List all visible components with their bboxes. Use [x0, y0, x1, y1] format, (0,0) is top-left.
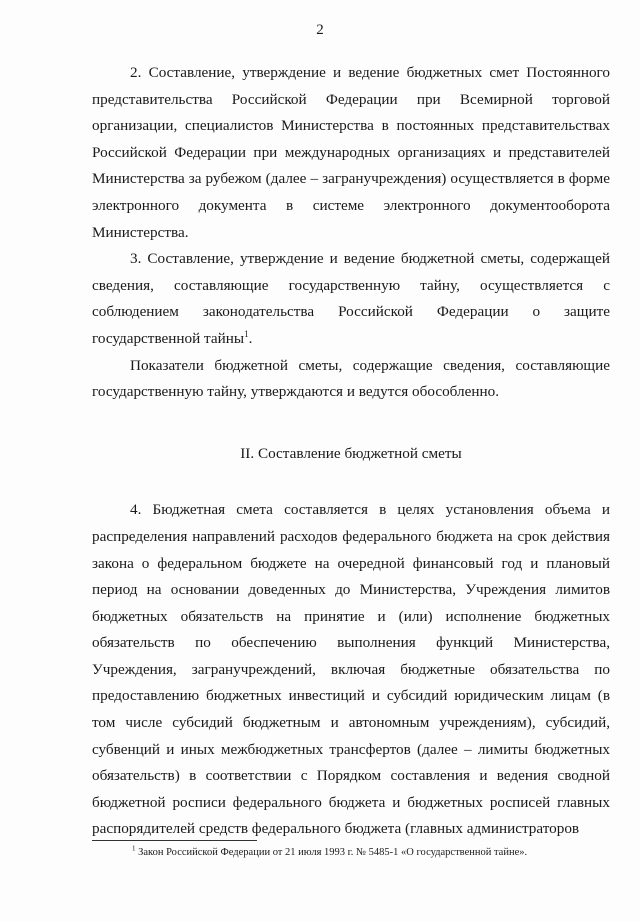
footnote	[132, 846, 612, 860]
footnote-reference: 1	[244, 328, 249, 339]
paragraph-3-continuation: Показатели бюджетной сметы, содержащие сведения, составляющие государственную тайну, утверждаются и ведутся обособленно.	[92, 356, 610, 401]
paragraph-3-end: .	[248, 329, 253, 347]
page-number: 2	[316, 22, 324, 38]
paragraph-3-text: 3. Составление, утверждение и ведение бюджетной сметы, содержащей сведения, составляющие государственную тайну, осуществляется с соблюдением законодательства Российской Федерации о защите государственной тайны	[92, 250, 610, 347]
footnote-text: Закон Российской Федерации от 21 июля 1993 г. № 5485-1 «О государственной тайне».	[135, 847, 528, 858]
footnote-marker: 1	[132, 844, 136, 853]
paragraph-2: 2. Составление, утверждение и ведение бюджетных смет Постоянного представительства Российской Федерации при Всемирной торговой организации, специалистов Министерства в постоянных представительствах Российской Федерации при международных организациях и представителей Министерства за рубежом (далее – загранучреждения) осуществляется в форме электронного документа в системе электронного документооборота Министерства.	[92, 64, 610, 241]
paragraph-4: 4. Бюджетная смета составляется в целях установления объема и распределения направлений расходов федерального бюджета на срок действия закона о федеральном бюджете на очередной финансовый год и плановый период на основании доведенных до Министерства, Учреждения лимитов бюджетных обязательств на принятие и (или) исполнение бюджетных обязательств по обеспечению выполнения функций Министерства, Учреждения, загранучреждений, включая бюджетные обязательства по предоставлению бюджетных инвестиций и субсидий юридическим лицам (в том числе субсидий бюджетным и автономным учреждениям), субсидий, субвенций и иных межбюджетных трансфертов (далее – лимиты бюджетных обязательств) в соответствии с Порядком составления и ведения сводной бюджетной росписи федерального бюджета и бюджетных росписей главных распорядителей средств федерального бюджета (главных администраторов	[92, 501, 610, 838]
footnote-divider	[92, 840, 257, 841]
document-body	[92, 60, 610, 843]
paragraph-3	[92, 246, 610, 352]
section-heading: II. Составление бюджетной сметы	[240, 444, 462, 462]
